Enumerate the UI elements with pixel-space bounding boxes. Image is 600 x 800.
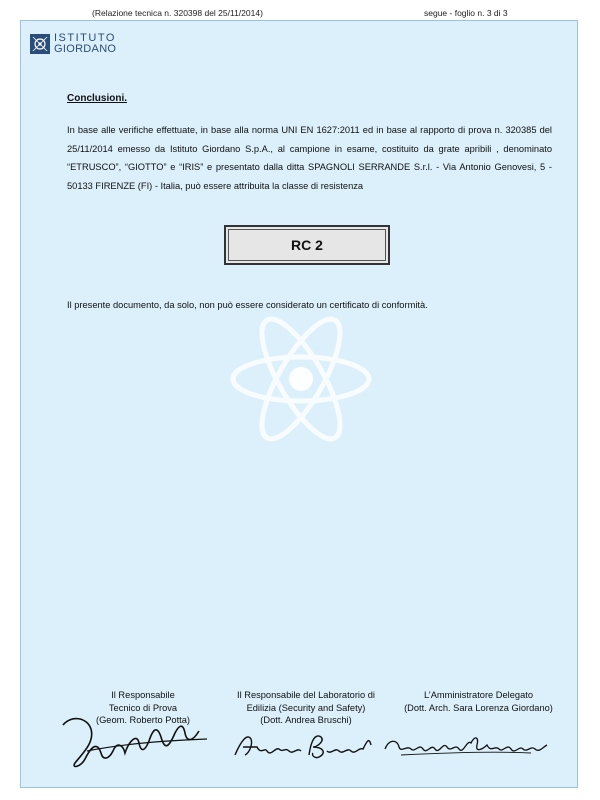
signatory-role: L’Amministratore Delegato [423,690,534,700]
signature-3-icon [381,727,551,761]
signatory-role-detail: Edilizia (Security and Safety) [246,702,366,713]
signatory-role: Il Responsabile del Laboratorio di [237,690,375,700]
conclusions-heading: Conclusioni. [67,93,127,104]
page-header [0,6,600,20]
atom-watermark-icon [226,309,376,449]
resistance-class-value: RC 2 [228,229,386,261]
signatory-role: Il Responsabile [111,690,175,700]
istituto-giordano-logo [30,32,150,60]
document-page [20,20,578,788]
signatory-lab-manager [223,689,389,727]
report-reference: (Relazione tecnica n. 320398 del 25/11/2014) [92,8,263,18]
signatory-name: (Geom. Roberto Potta) [95,715,191,725]
signatory-name: (Dott. Arch. Sara Lorenza Giordano) [404,702,553,713]
disclaimer-text: Il presente documento, da solo, non può essere considerato un certificato di conformità. [67,300,428,310]
logo-mark-icon [30,34,50,54]
signatory-name: (Dott. Andrea Bruschi) [260,715,352,725]
resistance-class-box [224,225,390,265]
signatory-role-detail: Tecnico di Prova [108,702,178,713]
logo-text-line1: ISTITUTO [54,32,116,44]
signatory-ceo [391,689,566,714]
signature-1-icon [57,711,217,773]
conclusions-paragraph: In base alle verifiche effettuate, in base alla norma UNI EN 1627:2011 ed in base al rapporto di prova n. 320385 del 25/11/2014 emesso da Istituto Giordano S.p.A., al campione in esame, costituito da grate apribili , denominato “ETRUSCO”, “GIOTTO” e “IRIS” e presentato dalla ditta SPAGNOLI SERRANDE S.r.l. - Via Antonio Genovesi, 5 - 50133 FIRENZE (FI) - Italia, può essere attribuita la classe di resistenza [67,125,552,191]
logo-text-line2: GIORDANO [54,43,117,55]
signature-2-icon [231,725,381,765]
sheet-number: segue - foglio n. 3 di 3 [424,8,508,18]
